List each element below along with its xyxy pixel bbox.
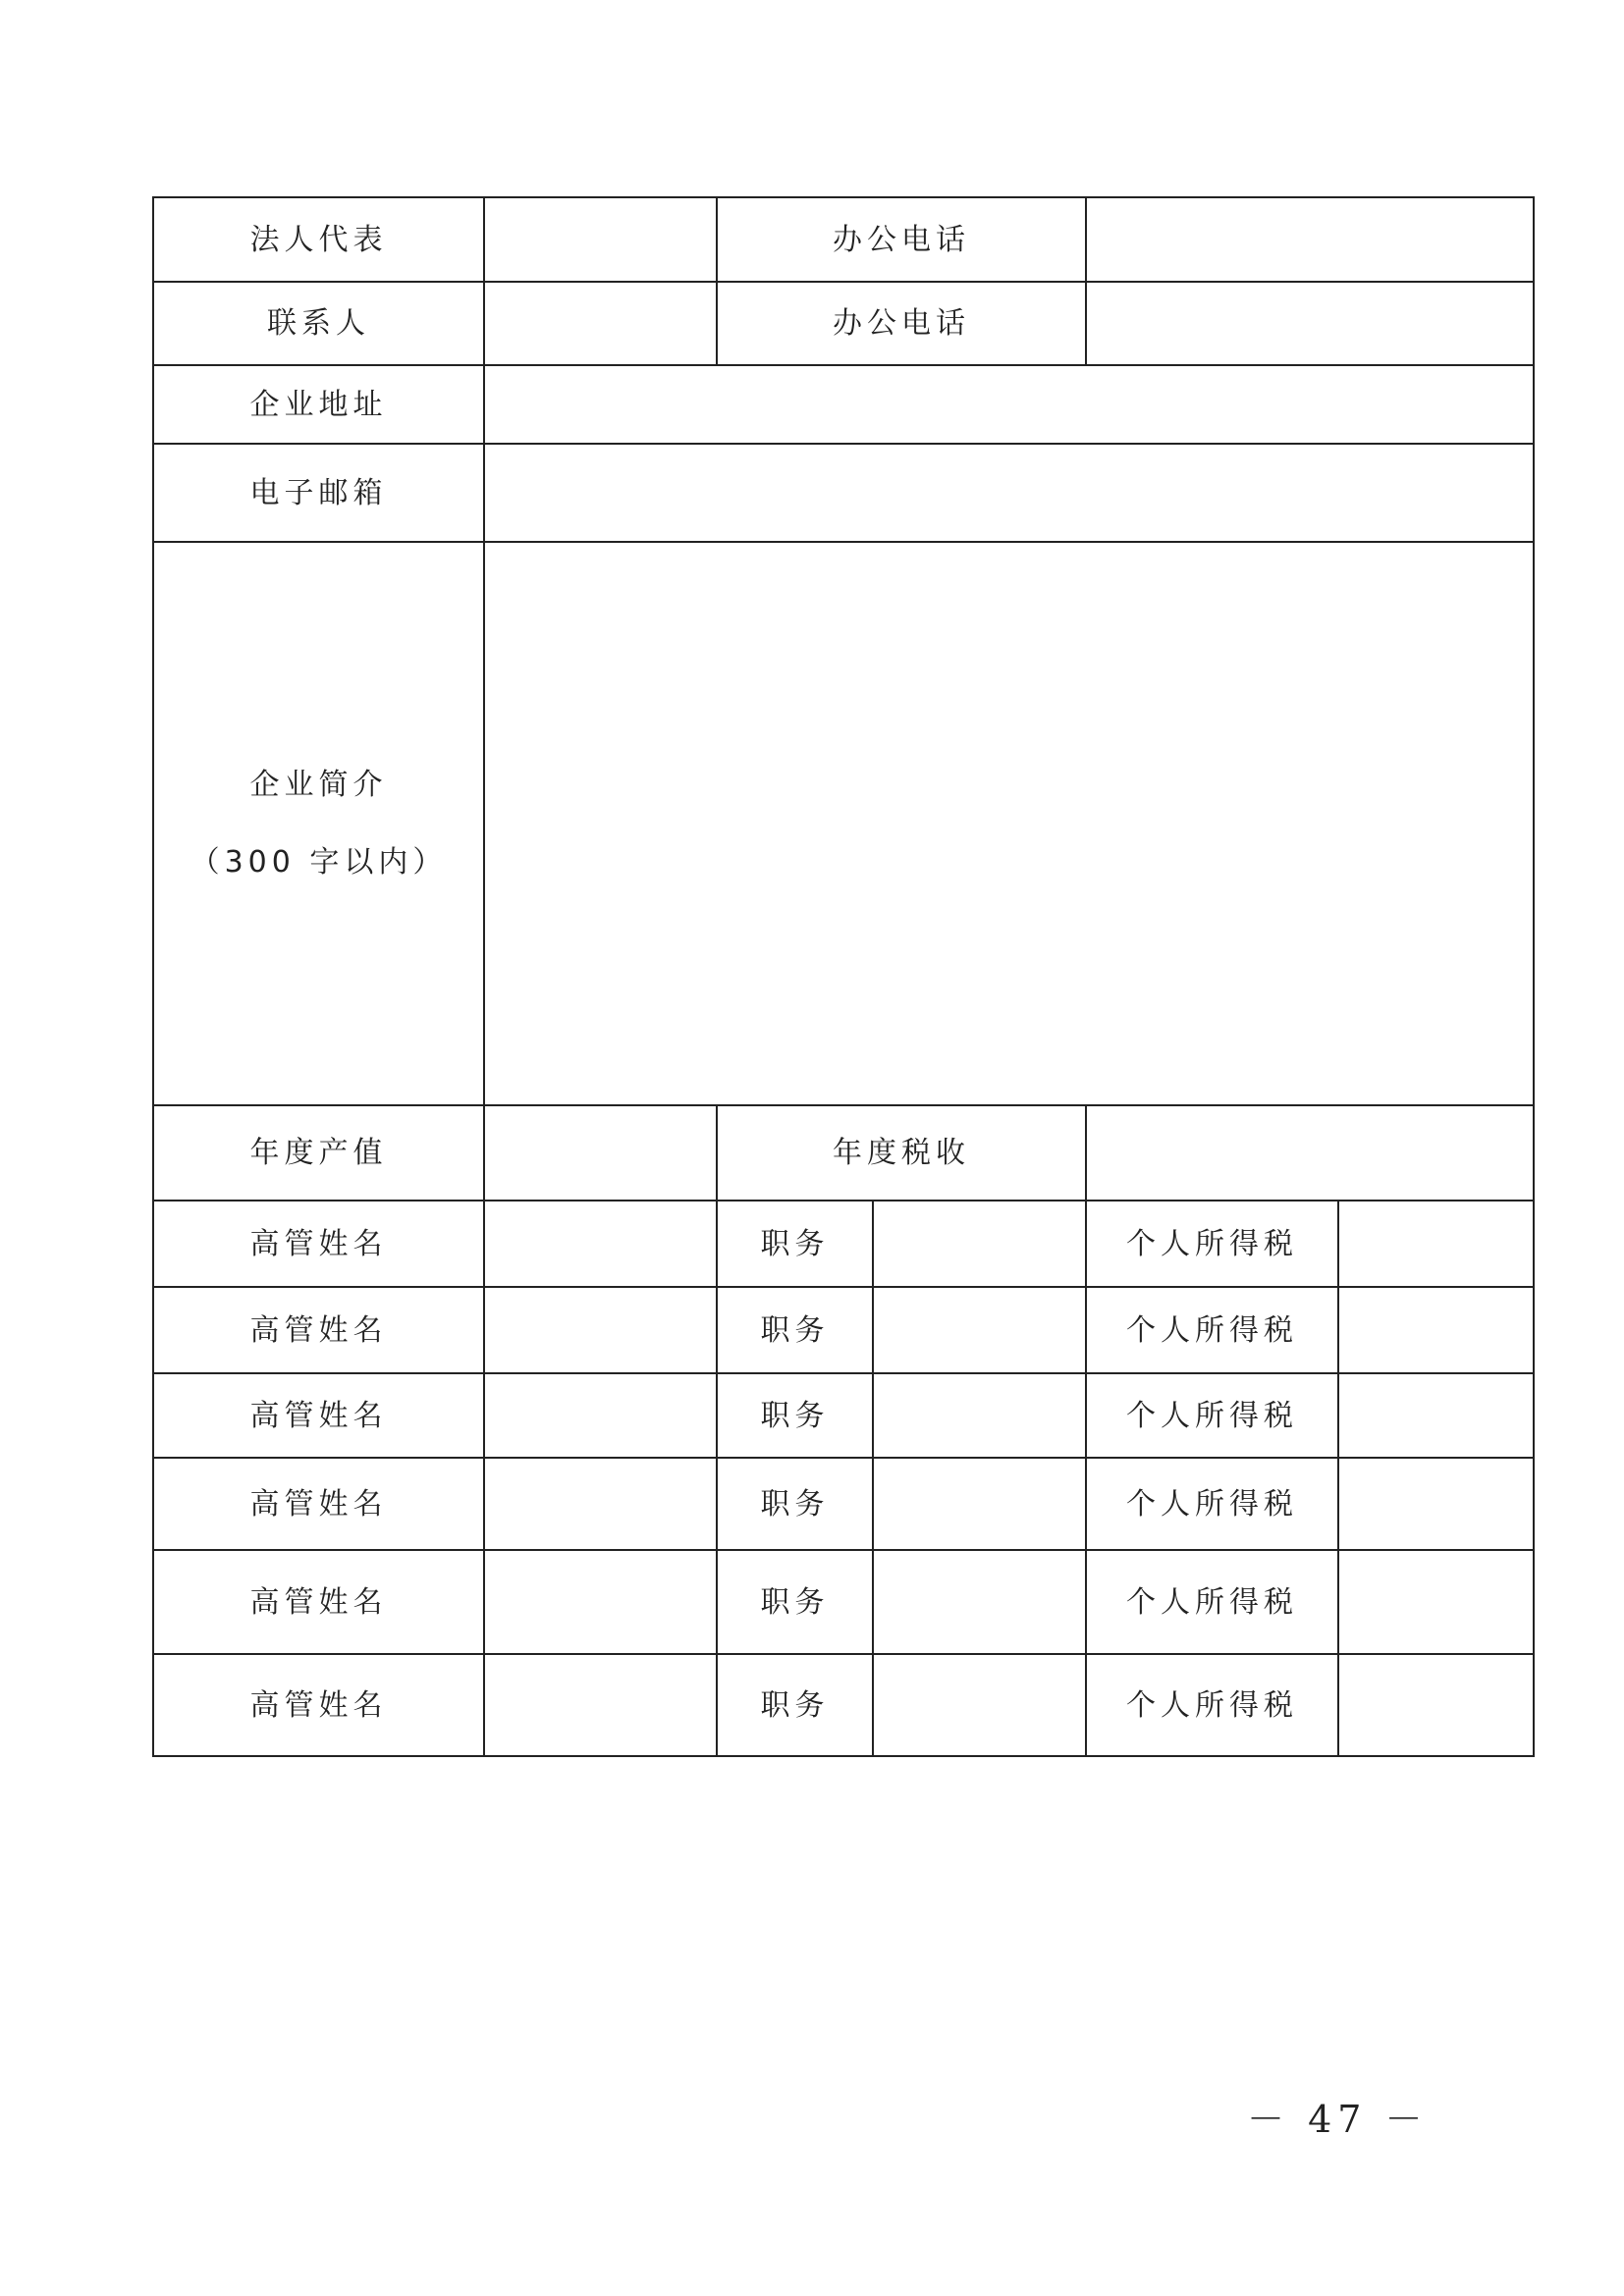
executive-position-input[interactable] — [873, 1373, 1086, 1458]
executive-position-input[interactable] — [873, 1458, 1086, 1550]
executive-position-label: 职务 — [717, 1287, 873, 1373]
annual-tax-label: 年度税收 — [717, 1105, 1086, 1201]
executive-income-tax-label: 个人所得税 — [1086, 1458, 1338, 1550]
email-input[interactable] — [484, 444, 1534, 542]
legal-rep-input[interactable] — [484, 197, 717, 282]
intro-label-limit: （300 字以内） — [189, 845, 448, 880]
office-phone-label: 办公电话 — [717, 282, 1086, 365]
executive-name-input[interactable] — [484, 1458, 717, 1550]
executive-name-input[interactable] — [484, 1287, 717, 1373]
contact-phone-input[interactable] — [1086, 282, 1534, 365]
annual-tax-input[interactable] — [1086, 1105, 1534, 1201]
executive-income-tax-label: 个人所得税 — [1086, 1287, 1338, 1373]
legal-rep-phone-input[interactable] — [1086, 197, 1534, 282]
executive-position-input[interactable] — [873, 1201, 1086, 1287]
executive-position-label: 职务 — [717, 1201, 873, 1287]
executive-row — [153, 1458, 1534, 1550]
executive-name-input[interactable] — [484, 1654, 717, 1756]
contact-input[interactable] — [484, 282, 717, 365]
executive-row — [153, 1373, 1534, 1458]
email-row — [153, 444, 1534, 542]
executive-income-tax-label: 个人所得税 — [1086, 1654, 1338, 1756]
executive-income-tax-input[interactable] — [1338, 1201, 1534, 1287]
executive-name-label: 高管姓名 — [153, 1458, 484, 1550]
address-input[interactable] — [484, 365, 1534, 444]
executive-row — [153, 1287, 1534, 1373]
executive-row — [153, 1201, 1534, 1287]
executive-income-tax-input[interactable] — [1338, 1458, 1534, 1550]
executive-position-label: 职务 — [717, 1458, 873, 1550]
executive-name-label: 高管姓名 — [153, 1287, 484, 1373]
executive-income-tax-label: 个人所得税 — [1086, 1201, 1338, 1287]
executive-name-input[interactable] — [484, 1373, 717, 1458]
intro-input[interactable] — [484, 542, 1534, 1105]
enterprise-info-form — [152, 196, 1535, 1757]
executive-income-tax-input[interactable] — [1338, 1550, 1534, 1654]
intro-row — [153, 542, 1534, 1105]
address-row — [153, 365, 1534, 444]
executive-name-label: 高管姓名 — [153, 1654, 484, 1756]
page-number: － 47 － — [1247, 2098, 1429, 2141]
executive-income-tax-input[interactable] — [1338, 1373, 1534, 1458]
executive-row — [153, 1550, 1534, 1654]
executive-name-input[interactable] — [484, 1201, 717, 1287]
executive-name-label: 高管姓名 — [153, 1373, 484, 1458]
executive-row — [153, 1654, 1534, 1756]
legal-rep-label: 法人代表 — [153, 197, 484, 282]
contact-label: 联系人 — [153, 282, 484, 365]
executive-position-label: 职务 — [717, 1550, 873, 1654]
annual-output-input[interactable] — [484, 1105, 717, 1201]
executive-income-tax-input[interactable] — [1338, 1654, 1534, 1756]
legal-rep-row — [153, 197, 1534, 282]
executive-name-input[interactable] — [484, 1550, 717, 1654]
annual-output-label: 年度产值 — [153, 1105, 484, 1201]
executive-income-tax-input[interactable] — [1338, 1287, 1534, 1373]
intro-label-title: 企业简介 — [249, 768, 388, 802]
executive-position-input[interactable] — [873, 1287, 1086, 1373]
executive-income-tax-label: 个人所得税 — [1086, 1550, 1338, 1654]
intro-label — [153, 542, 484, 1105]
output-tax-row — [153, 1105, 1534, 1201]
executive-position-label: 职务 — [717, 1654, 873, 1756]
executive-position-input[interactable] — [873, 1550, 1086, 1654]
address-label: 企业地址 — [153, 365, 484, 444]
office-phone-label: 办公电话 — [717, 197, 1086, 282]
email-label: 电子邮箱 — [153, 444, 484, 542]
executive-income-tax-label: 个人所得税 — [1086, 1373, 1338, 1458]
contact-row — [153, 282, 1534, 365]
executive-position-input[interactable] — [873, 1654, 1086, 1756]
executive-position-label: 职务 — [717, 1373, 873, 1458]
executive-name-label: 高管姓名 — [153, 1201, 484, 1287]
executive-name-label: 高管姓名 — [153, 1550, 484, 1654]
